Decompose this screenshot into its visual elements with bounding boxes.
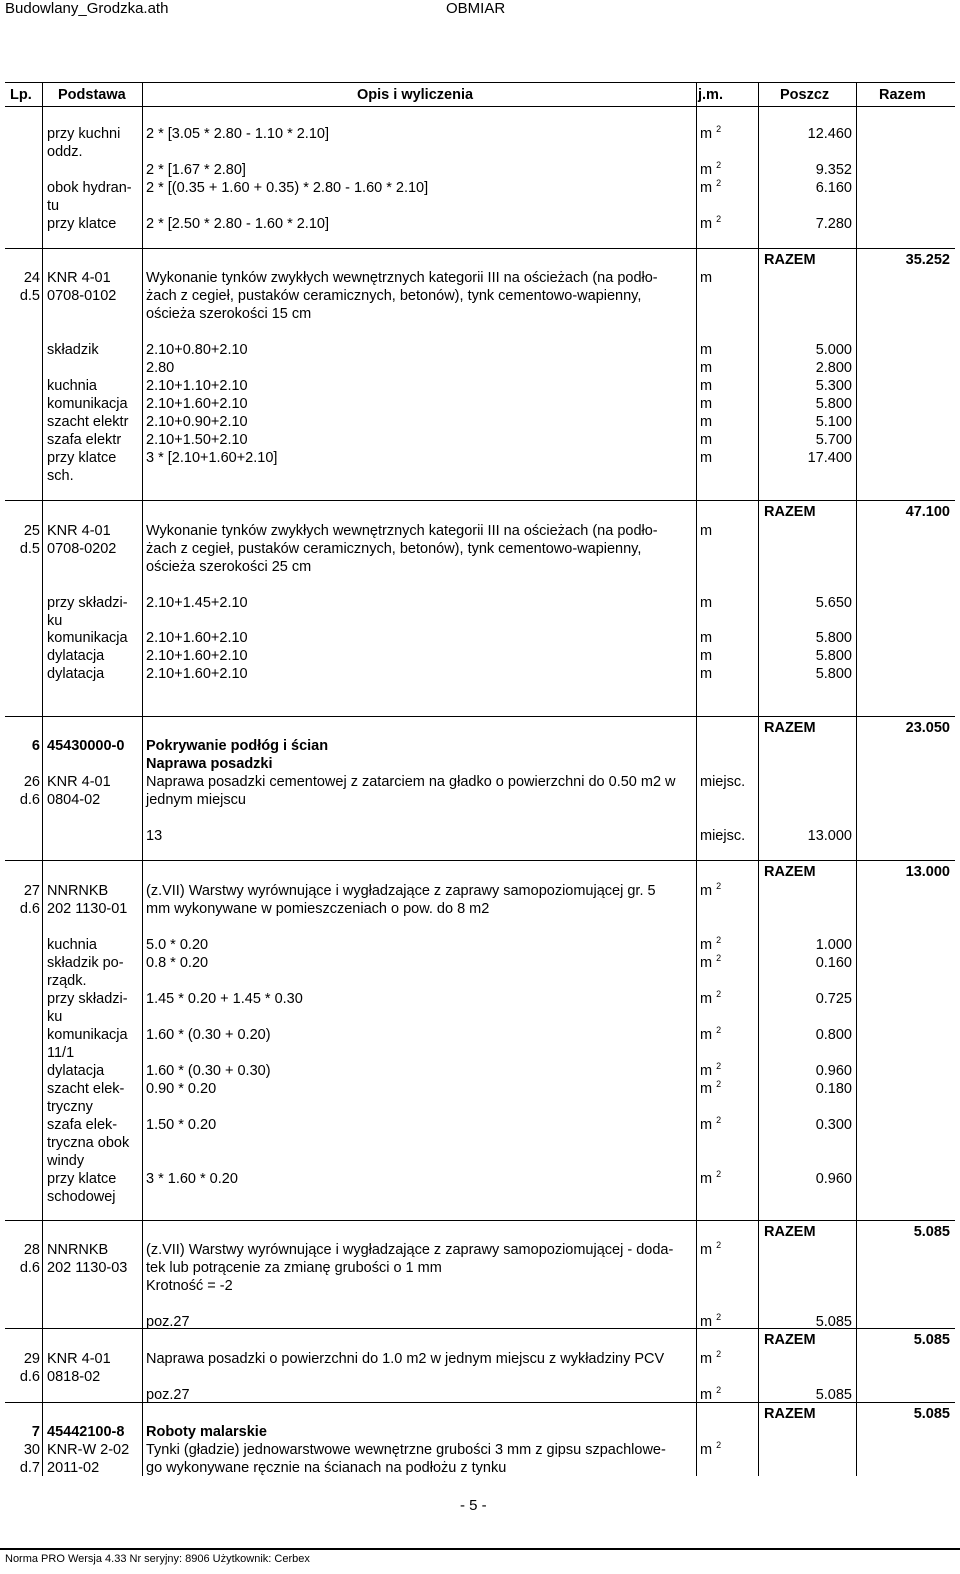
page-number: - 5 - — [460, 1497, 487, 1514]
item-number: 26 — [23, 774, 40, 790]
row-location: tryczna obok — [47, 1135, 130, 1151]
row-value: 0.960 — [815, 1063, 852, 1079]
item-source: NNRNKB — [47, 1242, 109, 1258]
row-unit: m $^2$ — [700, 160, 722, 178]
item-source-code: 0818-02 — [47, 1369, 101, 1385]
item-source-code: 202 1130-03 — [47, 1260, 128, 1276]
row-calc: 1.60 * (0.30 + 0.30) — [146, 1063, 271, 1079]
row-unit: m — [700, 648, 713, 664]
row-location: dylatacja — [47, 648, 105, 664]
row-unit: m — [700, 360, 713, 376]
item-description: Naprawa posadzki cementowej z zatarciem na gładko o powierzchni do 0.50 m2 w — [146, 774, 676, 790]
section-title: Roboty malarskie — [146, 1424, 267, 1440]
row-value: 5.800 — [815, 666, 852, 682]
header-bottom-rule — [5, 106, 955, 107]
row-unit: m — [700, 432, 713, 448]
row-location: przy klatce — [47, 450, 117, 466]
row-calc: 2.10+1.10+2.10 — [146, 378, 248, 394]
item-description: (z.VII) Warstwy wyrównujące i wygładzające z zaprawy samopoziomującej gr. 5 — [146, 883, 656, 899]
razem-rule — [5, 1402, 955, 1403]
section-number: 7 — [31, 1424, 40, 1440]
item-description: Tynki (gładzie) jednowarstwowe wewnętrzne grubości 3 mm z gipsu szpachlowe- — [146, 1442, 666, 1458]
item-source-code: 0804-02 — [47, 792, 101, 808]
row-value: 5.800 — [815, 630, 852, 646]
item-unit: m $^2$ — [700, 1349, 722, 1367]
razem-label: RAZEM — [764, 720, 816, 736]
row-location: 11/1 — [47, 1045, 75, 1061]
row-calc: 1.60 * (0.30 + 0.20) — [146, 1027, 271, 1043]
row-calc: 2.10+1.60+2.10 — [146, 630, 248, 646]
row-value: 5.800 — [815, 396, 852, 412]
col-separator — [42, 82, 43, 1476]
row-unit: m $^2$ — [700, 1025, 722, 1043]
row-unit: m $^2$ — [700, 1115, 722, 1133]
row-value: 0.725 — [815, 991, 852, 1007]
row-location: szacht elektr — [47, 414, 129, 430]
item-number: 28 — [23, 1242, 40, 1258]
file-name: Budowlany_Grodzka.ath — [5, 0, 169, 17]
row-calc: 2.10+0.80+2.10 — [146, 342, 248, 358]
row-value: 0.160 — [815, 955, 852, 971]
row-unit: m — [700, 414, 713, 430]
row-calc: 2.10+1.60+2.10 — [146, 396, 248, 412]
row-unit: m $^2$ — [700, 178, 722, 196]
row-value: 5.085 — [815, 1314, 852, 1330]
item-d: d.6 — [19, 901, 40, 917]
row-location: obok hydran- — [47, 180, 132, 196]
item-unit: m — [700, 523, 713, 539]
row-unit: m $^2$ — [700, 1385, 722, 1403]
razem-label: RAZEM — [764, 1224, 816, 1240]
row-value: 5.100 — [815, 414, 852, 430]
item-d: d.5 — [19, 541, 40, 557]
row-calc: 3 * 1.60 * 0.20 — [146, 1171, 238, 1187]
row-calc: 13 — [146, 828, 163, 844]
row-location: przy składzi- — [47, 595, 128, 611]
section-title: Pokrywanie podłóg i ścian — [146, 738, 329, 754]
item-description: ościeża szerokości 25 cm — [146, 559, 312, 575]
razem-label: RAZEM — [764, 864, 816, 880]
razem-rule — [5, 500, 955, 501]
razem-label: RAZEM — [764, 504, 816, 520]
footer-text: Norma PRO Wersja 4.33 Nr seryjny: 8906 Użytkownik: Cerbex — [5, 1553, 310, 1565]
row-calc: 1.45 * 0.20 + 1.45 * 0.30 — [146, 991, 303, 1007]
item-d: d.7 — [19, 1460, 40, 1476]
item-description: Naprawa posadzki o powierzchni do 1.0 m2 w jednym miejscu z wykładziny PCV — [146, 1351, 665, 1367]
row-location: przy składzi- — [47, 991, 128, 1007]
item-description: (z.VII) Warstwy wyrównujące i wygładzające z zaprawy samopoziomującej - doda- — [146, 1242, 674, 1258]
header-top-rule — [5, 82, 955, 83]
item-source-code: 0708-0202 — [47, 541, 117, 557]
row-location: tu — [47, 198, 60, 214]
item-description: Wykonanie tynków zwykłych wewnętrznych kategorii III na ościeżach (na podło- — [146, 270, 658, 286]
row-location: komunikacja — [47, 396, 128, 412]
item-d: d.6 — [19, 1369, 40, 1385]
razem-rule — [5, 716, 955, 717]
row-value: 5.650 — [815, 595, 852, 611]
razem-rule — [5, 1328, 955, 1329]
item-unit: m $^2$ — [700, 1240, 722, 1258]
col-separator — [696, 82, 697, 1476]
col-separator — [142, 82, 143, 1476]
row-calc: 2 * [2.50 * 2.80 - 1.60 * 2.10] — [146, 216, 329, 232]
item-description: żach z cegieł, pustaków ceramicznych, betonów), tynk cementowo-wapienny, — [146, 541, 642, 557]
item-description: jednym miejscu — [146, 792, 246, 808]
row-location: kuchnia — [47, 937, 97, 953]
item-number: 24 — [23, 270, 40, 286]
row-calc: 0.90 * 0.20 — [146, 1081, 217, 1097]
row-value: 5.085 — [815, 1387, 852, 1403]
row-calc: 2 * [3.05 * 2.80 - 1.10 * 2.10] — [146, 126, 329, 142]
item-number: 25 — [23, 523, 40, 539]
item-number: 29 — [23, 1351, 40, 1367]
row-calc: 2.10+1.50+2.10 — [146, 432, 248, 448]
item-unit: m $^2$ — [700, 1440, 722, 1458]
item-number: 30 — [23, 1442, 40, 1458]
row-calc: 0.8 * 0.20 — [146, 955, 209, 971]
row-location: oddz. — [47, 144, 83, 160]
item-description: go wykonywane ręcznie na ścianach na podłożu z tynku — [146, 1460, 507, 1476]
item-source-code: 202 1130-01 — [47, 901, 128, 917]
row-location: komunikacja — [47, 1027, 128, 1043]
row-calc: 5.0 * 0.20 — [146, 937, 209, 953]
row-value: 0.960 — [815, 1171, 852, 1187]
row-unit: m $^2$ — [700, 935, 722, 953]
item-d: d.6 — [19, 792, 40, 808]
item-source: KNR 4-01 — [47, 1351, 111, 1367]
item-description: żach z cegieł, pustaków ceramicznych, betonów), tynk cementowo-wapienny, — [146, 288, 642, 304]
item-unit: miejsc. — [700, 774, 746, 790]
item-description: Krotność = -2 — [146, 1278, 233, 1294]
row-location: schodowej — [47, 1189, 116, 1205]
row-calc: poz.27 — [146, 1387, 190, 1403]
item-description: ościeża szerokości 15 cm — [146, 306, 312, 322]
row-unit: m — [700, 396, 713, 412]
col-podstawa: Podstawa — [58, 87, 126, 103]
row-location: szacht elek- — [47, 1081, 125, 1097]
row-unit: miejsc. — [700, 828, 746, 844]
row-unit: m $^2$ — [700, 953, 722, 971]
razem-rule — [5, 860, 955, 861]
row-location: przy kuchni — [47, 126, 121, 142]
razem-value: 47.100 — [905, 504, 950, 520]
row-value: 17.400 — [807, 450, 852, 466]
row-value: 2.800 — [815, 360, 852, 376]
col-razem: Razem — [879, 87, 926, 103]
row-unit: m $^2$ — [700, 1061, 722, 1079]
razem-value: 5.085 — [913, 1224, 950, 1240]
section-subtitle: Naprawa posadzki — [146, 756, 273, 772]
razem-value: 23.050 — [905, 720, 950, 736]
row-value: 5.000 — [815, 342, 852, 358]
section-code: 45430000-0 — [47, 738, 125, 754]
section-number: 6 — [31, 738, 40, 754]
footer-rule — [0, 1548, 960, 1550]
razem-value: 13.000 — [905, 864, 950, 880]
item-d: d.5 — [19, 288, 40, 304]
item-source: KNR 4-01 — [47, 774, 111, 790]
row-value: 6.160 — [815, 180, 852, 196]
item-description: tek lub potrącenie za zmianę grubości o 1 mm — [146, 1260, 442, 1276]
row-location: składzik — [47, 342, 99, 358]
item-source-code: 2011-02 — [47, 1460, 100, 1476]
razem-label: RAZEM — [764, 1332, 816, 1348]
row-calc: 2.10+1.60+2.10 — [146, 648, 248, 664]
item-d: d.6 — [19, 1260, 40, 1276]
col-lp: Lp. — [10, 87, 32, 103]
row-location: kuchnia — [47, 378, 97, 394]
row-calc: 2.80 — [146, 360, 175, 376]
row-location: przy klatce — [47, 216, 117, 232]
row-unit: m $^2$ — [700, 989, 722, 1007]
row-calc: 2 * [(0.35 + 1.60 + 0.35) * 2.80 - 1.60 * 2.10] — [146, 180, 429, 196]
razem-value: 35.252 — [905, 252, 950, 268]
row-calc: 3 * [2.10+1.60+2.10] — [146, 450, 278, 466]
row-location: ku — [47, 1009, 63, 1025]
row-unit: m $^2$ — [700, 1312, 722, 1330]
row-location: dylatacja — [47, 1063, 105, 1079]
row-value: 5.300 — [815, 378, 852, 394]
row-value: 13.000 — [807, 828, 852, 844]
item-source-code: 0708-0102 — [47, 288, 117, 304]
row-calc: poz.27 — [146, 1314, 190, 1330]
row-calc: 2 * [1.67 * 2.80] — [146, 162, 246, 178]
row-value: 0.300 — [815, 1117, 852, 1133]
razem-rule — [5, 248, 955, 249]
item-unit: m $^2$ — [700, 881, 722, 899]
row-unit: m — [700, 450, 713, 466]
row-location: szafa elektr — [47, 432, 122, 448]
row-unit: m — [700, 630, 713, 646]
item-source: KNR 4-01 — [47, 270, 111, 286]
row-location: ku — [47, 613, 63, 629]
col-opis: Opis i wyliczenia — [357, 87, 474, 103]
row-value: 0.800 — [815, 1027, 852, 1043]
row-unit: m — [700, 378, 713, 394]
row-location: szafa elek- — [47, 1117, 118, 1133]
row-value: 7.280 — [815, 216, 852, 232]
item-number: 27 — [23, 883, 40, 899]
section-code: 45442100-8 — [47, 1424, 125, 1440]
razem-label: RAZEM — [764, 1406, 816, 1422]
row-unit: m — [700, 595, 713, 611]
col-jm: j.m. — [698, 87, 723, 103]
row-unit: m $^2$ — [700, 214, 722, 232]
razem-value: 5.085 — [913, 1332, 950, 1348]
row-location: komunikacja — [47, 630, 128, 646]
row-location: windy — [47, 1153, 85, 1169]
row-calc: 1.50 * 0.20 — [146, 1117, 217, 1133]
row-value: 5.700 — [815, 432, 852, 448]
row-value: 12.460 — [807, 126, 852, 142]
row-location: sch. — [47, 468, 74, 484]
item-source: NNRNKB — [47, 883, 109, 899]
row-value: 9.352 — [815, 162, 852, 178]
item-unit: m — [700, 270, 713, 286]
row-value: 5.800 — [815, 648, 852, 664]
row-location: tryczny — [47, 1099, 93, 1115]
row-unit: m $^2$ — [700, 1079, 722, 1097]
row-unit: m $^2$ — [700, 124, 722, 142]
row-unit: m — [700, 342, 713, 358]
razem-value: 5.085 — [913, 1406, 950, 1422]
row-value: 1.000 — [815, 937, 852, 953]
row-location: przy klatce — [47, 1171, 117, 1187]
row-calc: 2.10+1.45+2.10 — [146, 595, 248, 611]
row-location: dylatacja — [47, 666, 105, 682]
row-value: 0.180 — [815, 1081, 852, 1097]
row-location: składzik po- — [47, 955, 124, 971]
item-source: KNR 4-01 — [47, 523, 111, 539]
item-description: mm wykonywane w pomieszczeniach o pow. do 8 m2 — [146, 901, 490, 917]
row-calc: 2.10+1.60+2.10 — [146, 666, 248, 682]
razem-label: RAZEM — [764, 252, 816, 268]
item-description: Wykonanie tynków zwykłych wewnętrznych kategorii III na ościeżach (na podło- — [146, 523, 658, 539]
razem-rule — [5, 1220, 955, 1221]
item-source: KNR-W 2-02 — [47, 1442, 130, 1458]
row-calc: 2.10+0.90+2.10 — [146, 414, 248, 430]
row-location: rządk. — [47, 973, 87, 989]
col-poszcz: Poszcz — [780, 87, 830, 103]
row-unit: m $^2$ — [700, 1169, 722, 1187]
row-unit: m — [700, 666, 713, 682]
col-separator — [856, 82, 857, 1476]
doc-title: OBMIAR — [446, 0, 506, 17]
col-separator — [758, 82, 759, 1476]
